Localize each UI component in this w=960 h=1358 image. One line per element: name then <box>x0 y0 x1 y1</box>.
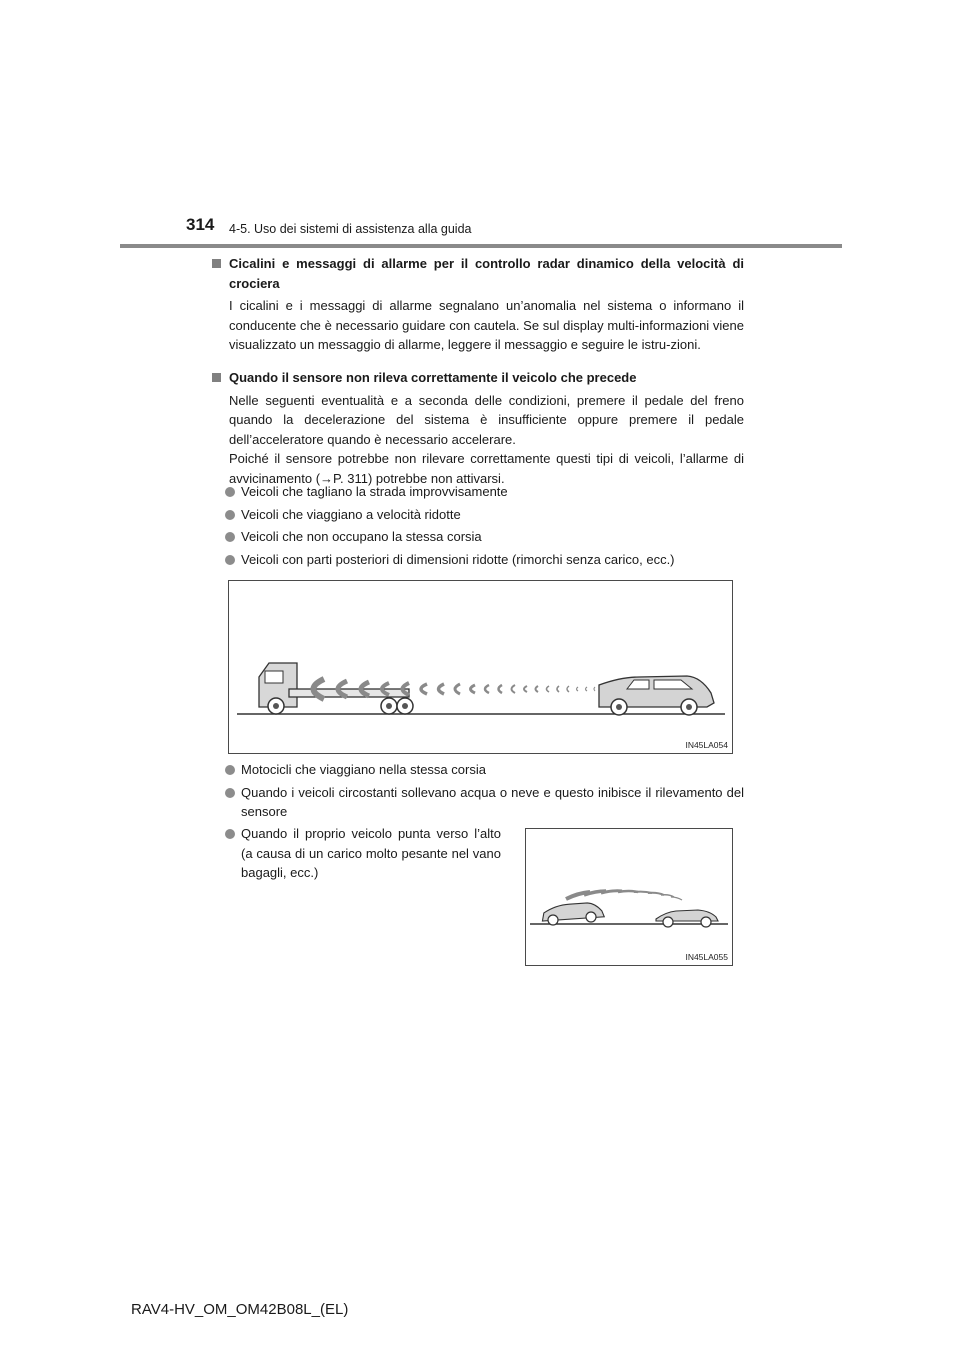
bullet-text: Veicoli che tagliano la strada improvvisamente <box>241 484 508 499</box>
bullet-list-2 <box>211 760 744 822</box>
bullet-icon <box>225 532 235 542</box>
section-heading-warnings <box>211 254 744 293</box>
sensor-text-2: Poiché il sensore potrebbe non rilevare correttamente questi tipi di veicoli, l’allarme di avvicinamento (→P. 311) potrebbe non attivarsi. <box>229 451 744 486</box>
bullet-text: Veicoli con parti posteriori di dimensioni ridotte (rimorchi senza carico, ecc.) <box>241 551 675 567</box>
page-number: 314 <box>186 215 215 234</box>
section-title: 4-5. Uso dei sistemi di assistenza alla guida <box>229 222 472 236</box>
bullet-icon <box>225 555 235 565</box>
section-heading-sensor <box>211 368 744 388</box>
list-item <box>211 783 744 822</box>
raised-vehicle-illustration <box>526 829 732 965</box>
bullet-text: Veicoli che non occupano la stessa corsia <box>241 529 482 544</box>
bullet-list-3 <box>211 824 501 883</box>
list-item <box>211 760 744 780</box>
section-sensor-limits <box>211 368 744 488</box>
list-item <box>211 527 744 547</box>
list-item <box>211 550 744 570</box>
warnings-text: I cicalini e i messaggi di allarme segnalano un’anomalia nel sistema o informano il conducente che è necessario guidare con cautela. Se sul display multi-informazioni viene visualizzato un messaggio di allarme, leggere il messaggio e seguire le istru-zioni. <box>229 298 744 352</box>
sensor-text-1: Nelle seguenti eventualità e a seconda delle condizioni, premere il pedale del freno quando la decelerazione del sistema è insufficiente oppure premere il pedale dell’acceleratore quando è necessario accelerare. <box>229 392 744 447</box>
bullet-text: Veicoli che viaggiano a velocità ridotte <box>241 506 461 522</box>
figure-code: IN45LA054 <box>685 740 728 750</box>
section-warnings <box>211 254 744 355</box>
bullet-icon <box>225 788 235 798</box>
list-item <box>211 824 501 883</box>
bullet-text: Motocicli che viaggiano nella stessa corsia <box>241 762 486 777</box>
list-item <box>211 505 744 525</box>
figure-raised-vehicle <box>525 828 733 966</box>
figure-code: IN45LA055 <box>685 952 728 962</box>
warnings-paragraph <box>211 296 744 355</box>
bullet-text: Quando il proprio veicolo punta verso l’alto (a causa di un carico molto pesante nel vano bagagli, ecc.) <box>241 826 501 880</box>
list-item <box>211 482 744 502</box>
bullet-icon <box>225 510 235 520</box>
bullet-icon <box>225 829 235 839</box>
bullet-text: Quando i veicoli circostanti sollevano acqua o neve e questo inibisce il rilevamento del sensore <box>241 784 744 819</box>
document-code: RAV4-HV_OM_OM42B08L_(EL) <box>131 1301 349 1318</box>
heading-text: Quando il sensore non rileva correttamente il veicolo che precede <box>229 370 637 385</box>
truck-trailer-illustration <box>229 581 732 753</box>
heading-text: Cicalini e messaggi di allarme per il controllo radar dinamico della velocità di crociera <box>229 256 744 291</box>
header-rule <box>120 244 842 248</box>
bullet-icon <box>225 487 235 497</box>
figure-truck-trailer <box>228 580 733 754</box>
bullet-icon <box>225 765 235 775</box>
square-bullet-icon <box>212 373 221 382</box>
square-bullet-icon <box>212 259 221 268</box>
bullet-list-1 <box>211 482 744 569</box>
sensor-paragraph <box>211 391 744 489</box>
